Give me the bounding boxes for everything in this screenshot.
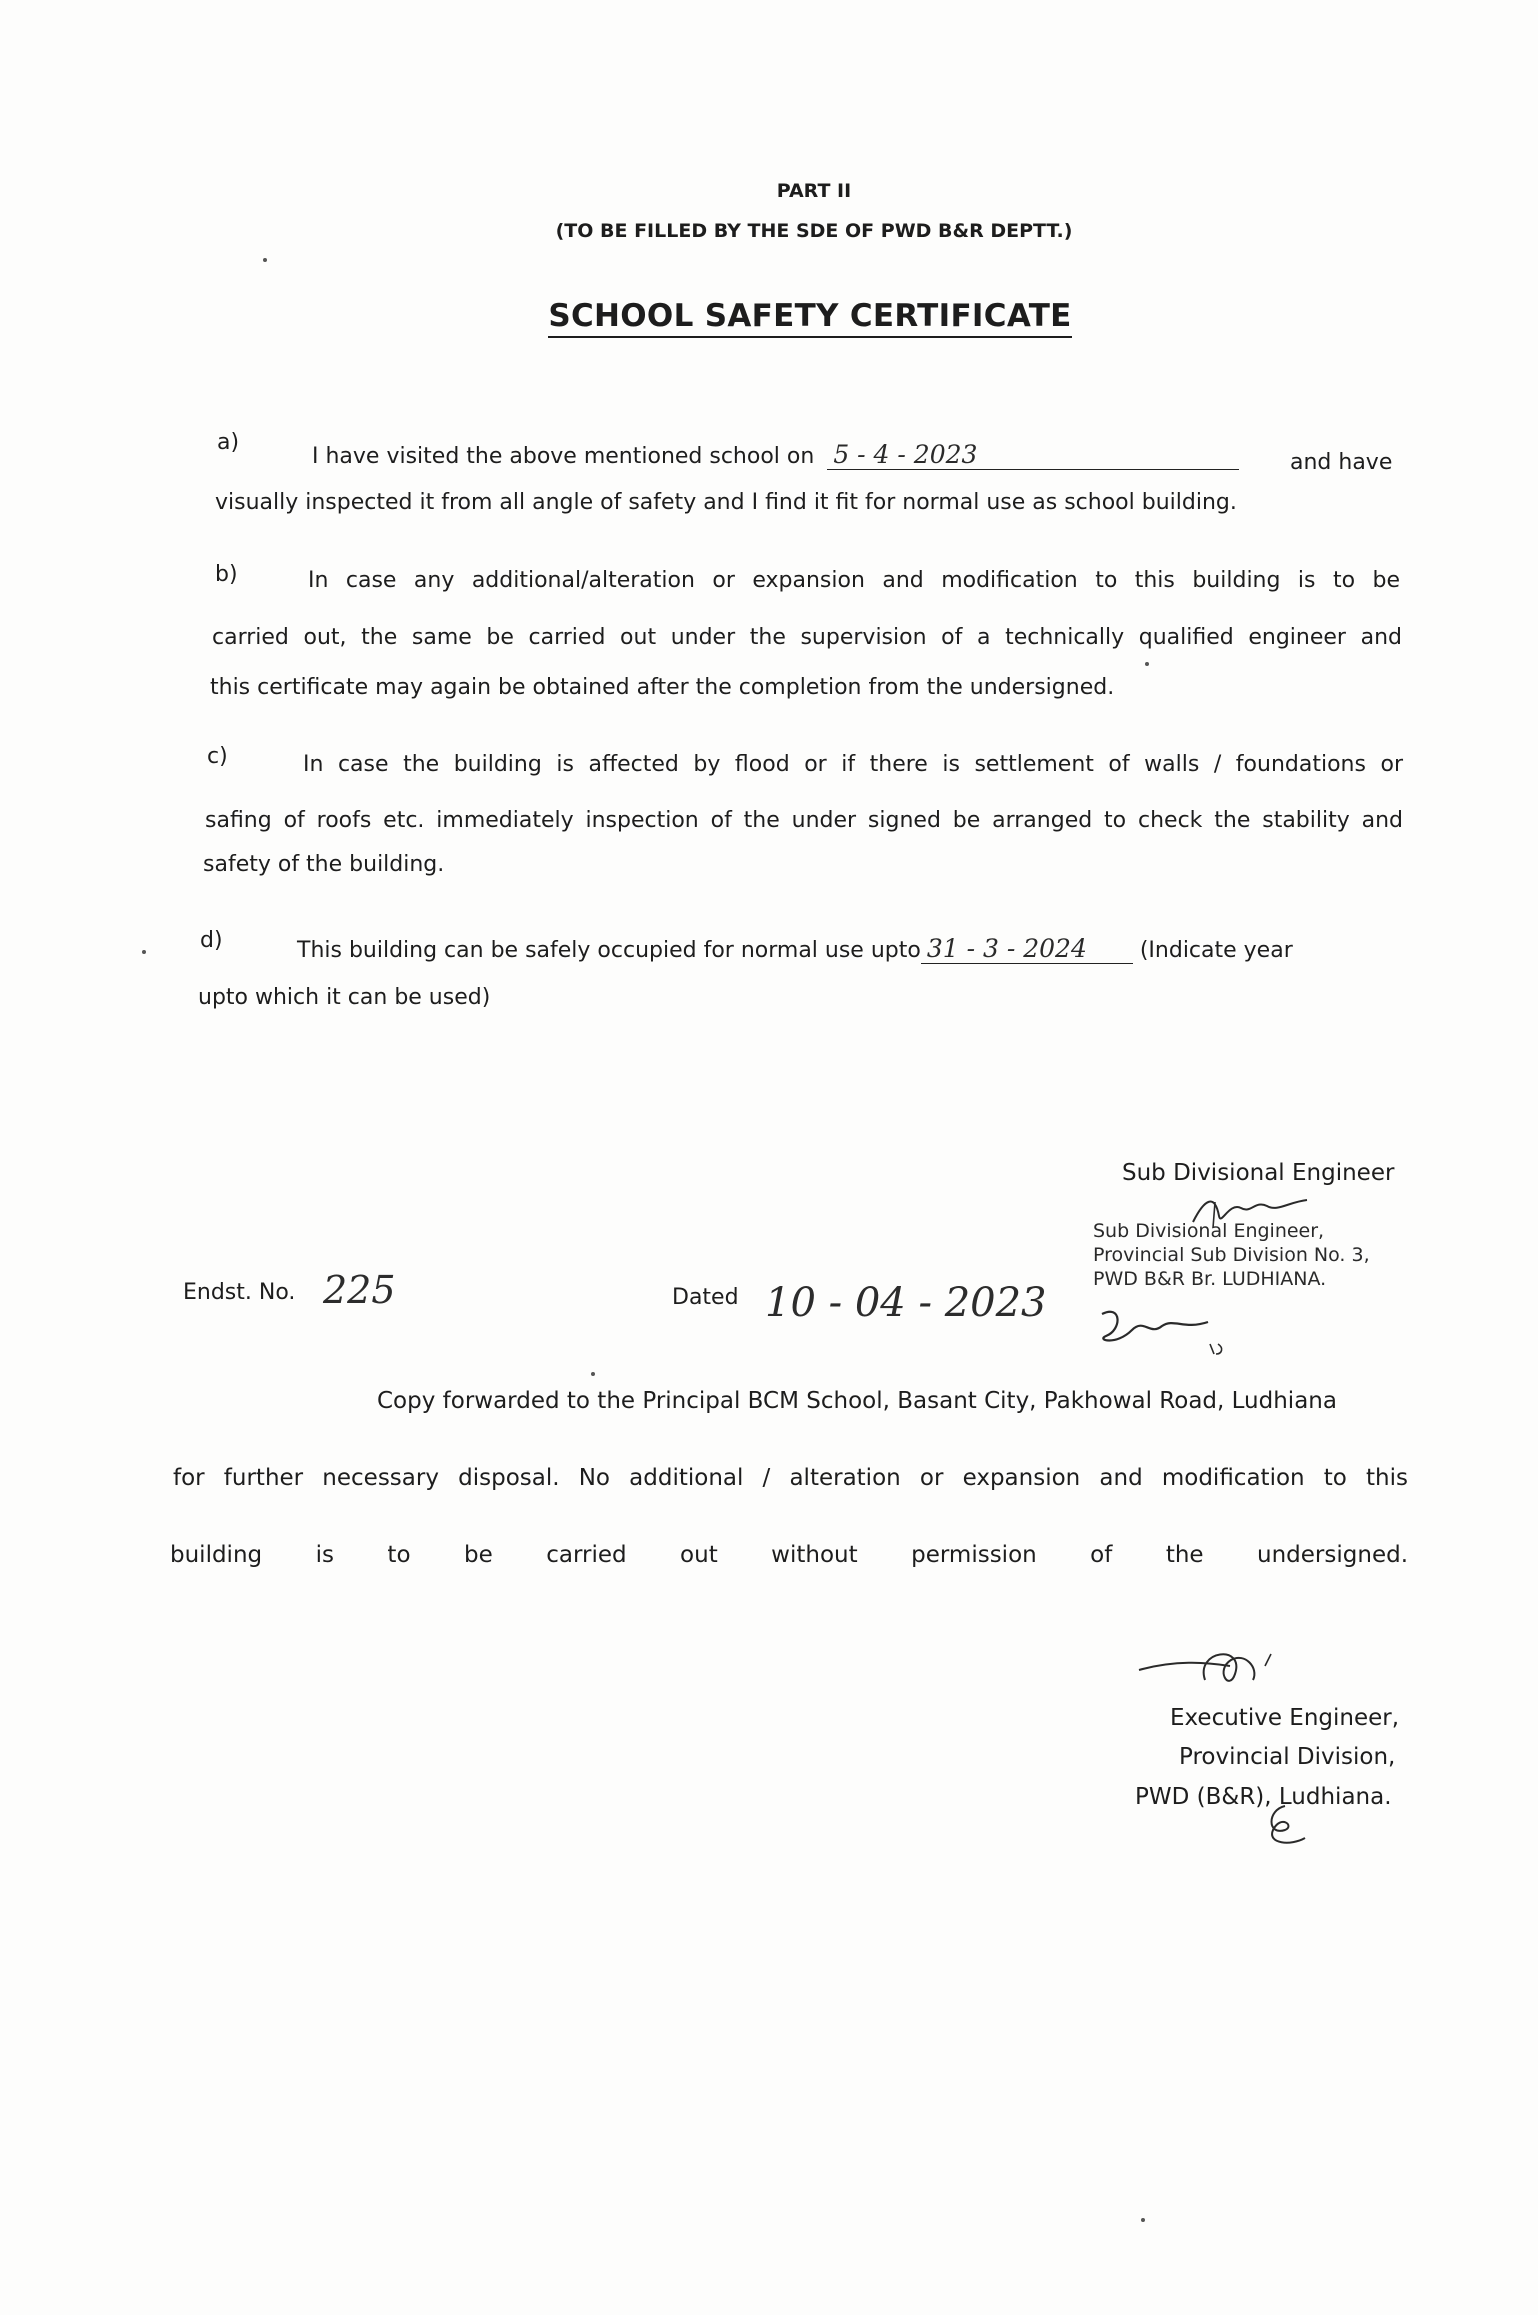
copy-note-line2: for further necessary disposal. No additional / alteration or expansion and modification to this [173, 1465, 1408, 1491]
ee-line2: Provincial Division, [1179, 1744, 1396, 1770]
sde-title: Sub Divisional Engineer [1122, 1160, 1395, 1186]
clause-a-letter: a) [217, 430, 240, 455]
certificate-title [0, 298, 1538, 334]
scan-speck [263, 258, 267, 262]
clause-a-text-before: I have visited the above mentioned school on [312, 444, 815, 469]
clause-a-line2: visually inspected it from all angle of safety and I find it fit for normal use as school building. [215, 490, 1237, 515]
visit-date-field [827, 441, 1239, 470]
scan-speck [1141, 2218, 1145, 2222]
valid-upto-field [921, 935, 1133, 964]
ee-line3: PWD (B&R), Ludhiana. [1135, 1784, 1392, 1810]
visit-date-value: 5 - 4 - 2023 [833, 440, 978, 469]
ee-line1: Executive Engineer, [1170, 1705, 1400, 1731]
clause-d-line1 [297, 935, 1293, 964]
endst-label: Endst. No. [183, 1280, 296, 1305]
clause-c-line1: In case the building is affected by flood or if there is settlement of walls / foundations or [303, 752, 1403, 777]
part-note: (TO BE FILLED BY THE SDE OF PWD B&R DEPTT.) [555, 220, 1073, 242]
clause-b-line3: this certificate may again be obtained after the completion from the undersigned. [210, 675, 1115, 700]
clause-b-line2: carried out, the same be carried out under the supervision of a technically qualified engineer and [212, 625, 1402, 650]
sde-stamp-line3: PWD B&R Br. LUDHIANA. [1093, 1268, 1327, 1290]
clause-d-text-before: This building can be safely occupied for normal use upto [297, 938, 921, 963]
endst-number: 225 [323, 1268, 396, 1312]
copy-note-line1: Copy forwarded to the Principal BCM School, Basant City, Pakhowal Road, Ludhiana [377, 1388, 1337, 1414]
ee-initial-mark [1255, 1800, 1315, 1850]
copy-note-line3: building is to be carried out without permission of the undersigned. [170, 1542, 1408, 1568]
scan-speck [591, 1372, 595, 1376]
valid-upto-value: 31 - 3 - 2024 [926, 934, 1087, 963]
initials-signature [1092, 1300, 1242, 1360]
clause-c-letter: c) [207, 744, 228, 769]
scan-speck [1145, 662, 1149, 666]
sde-stamp-line2: Provincial Sub Division No. 3, [1093, 1244, 1370, 1266]
part-heading: PART II [776, 180, 852, 202]
certificate-title-text: SCHOOL SAFETY CERTIFICATE [548, 298, 1071, 338]
clause-a-line1 [312, 433, 1239, 481]
dated-value: 10 - 04 - 2023 [765, 1280, 1047, 1326]
clause-c-line2: safing of roofs etc. immediately inspection of the under signed be arranged to check the stability and [205, 808, 1403, 833]
dated-label: Dated [672, 1285, 739, 1310]
clause-a-text-after: and have [1290, 450, 1393, 475]
clause-b-line1: In case any additional/alteration or expansion and modification to this building is to be [308, 568, 1400, 593]
sde-stamp-line1: Sub Divisional Engineer, [1093, 1220, 1325, 1242]
clause-d-line2: upto which it can be used) [198, 985, 491, 1010]
clause-d-letter: d) [200, 928, 223, 953]
clause-b-letter: b) [215, 562, 238, 587]
clause-c-line3: safety of the building. [203, 852, 445, 877]
clause-d-text-after: (Indicate year [1139, 938, 1293, 963]
scan-speck [142, 950, 146, 954]
